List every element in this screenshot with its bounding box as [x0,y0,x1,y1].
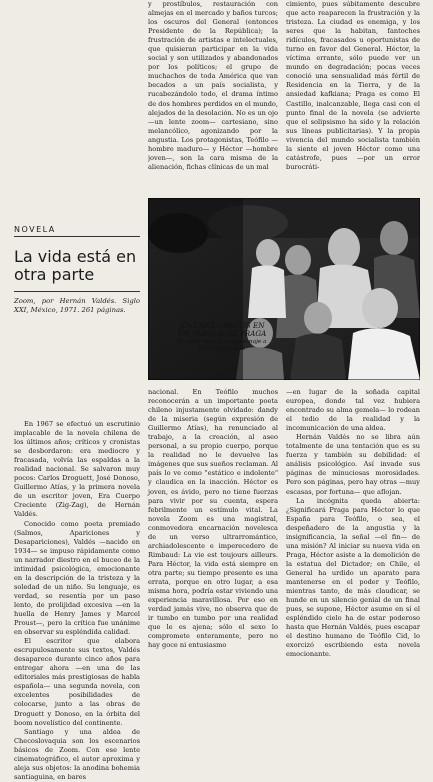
column-1-body [14,420,140,782]
book-reference-text: Zoom, por Hernán Valdés. Siglo XXI, México, 1971. 261 páginas. [14,297,140,314]
column-2-bottom [148,388,278,650]
paragraph: La incógnita queda abierta: ¿Significará Praga para Héctor lo que España para Teófilo, o sea, el despeñadero de la angustia y la insignificancia, la señal —el fin— de una misión? Al iniciar su nueva vida en Praga, Héctor asiste a la demolición de la estatua del Dictador; en Chile, el General ha urdido un aparato para mantenerse en el poder y Teófilo, mientras tanto, de más claudicar, se hunde en un silencio genial de un final pues, se supone, Héctor asume en sí el espléndido cielo ha de estar poderoso hasta que Hernán Valdés, pues escapar el destino humano de Teófilo Cid, lo exorcizó escribiendo esta novela emocionante. [286,496,420,659]
paragraph: —en lugar de la soñada capital europea, donde tal vez hubiera encontrado su alma gemela— lo rodean el tedio de la realidad y la incomunicación de una aldea. [286,388,420,433]
paragraph: El escritor que elabora escrupulosamente sus textos, Valdés desaparece durante cinco años para entregar ahora —en una de las editoriales más prestigiosas de habla española— una segunda novela, con excelentes posibilidades de colocarse, junto a las obras de Droguett y Donoso, en la órbita del boom novelístico del continente. [14,637,140,727]
paragraph: En 1967 se efectuó un escrutinio implacable de la novela chilena de los últimos años; críticos y cronistas se desbordaron: era mediocre y fracasada, volvía las espaldas a la realidad nacional. Se salvaron muy pocos: Carlos Droguett, José Donoso, Guillermo Atías, y la primera novela de un escritor joven, Era Cuerpo Creciente (Zig-Zag), de Hernán Valdés. [14,420,140,519]
book-reference [14,297,140,315]
paragraph: Conocido como poeta premiado (Salmos, Apariciones y Desapariciones), Valdés —nacido en 1934— se impuso rápidamente como un narrador diestro en el buceo de la intimidad psicológica, emocionante en la descripción de la tristeza y la soledad de un niño. Su lenguaje, es verdad, se resentía por un paso lento, de prolijidad excesiva —en la huella de Henry James y Marcel Proust—, pero la crítica fue unánime en observar su espléndida calidad. [14,519,140,637]
caption-title: JÓVENES CHECOS EN UN PARQUE DE PRAGA [177,321,267,339]
paragraph: y prostíbulos, restauración con almejas en el mercado y baños turcos; los oscuros del General (entonces Presidente de la República); la frustración de artistas e intelectuales, que quisieran participar en la vida social y son utilizados y abandonados por los políticos; el grupo de muchachos de toda América que van becados a un país socialista, y rucabezándolo todo, el drama íntimo de dos hombres perdidos en el mundo, alejados de la desolación. No es un ojo —un lente zoom— cartesiano, sino melancólico, agonizando por la angustia. Los protagonistas, Teófilo —hombre maduro— y Héctor —hombre joven—, son la cara misma de la alienación, fichas clínicas de un mal [148,0,278,171]
column-2-top [148,0,278,197]
column-3-top [286,0,420,197]
section-label: NOVELA [14,225,56,234]
divider-rule [14,291,140,292]
article-headline: La vida está en otra parte [14,247,137,284]
column-3-bottom [286,388,420,659]
paragraph: nacional. En Teófilo muchos reconocerán a un importante poeta chileno injustamente olvidado: dandy de la miseria (según expresión de Guillermo Atías), ha renunciado al trabajo, a la creación, al aseo personal, a su propio cuerpo, porque la realidad no le devuelve las imágenes que sus sueños reclaman. Al país lo ve como "estático e indolente" y claudica en la inacción. Héctor es joven, es ávido, pero no tiene fuerzas para vivir por su cuenta, espera febrilmente un estímulo vital. La novela Zoom es una magistral, conmovedora encarnación novelesca de un verso ultrarromántico, archiadolescente e imperecedero de Rimbaud: La vie est toujours ailleurs. Para Héctor, la vida está siempre en otra parte; su tiempo presente es una errata, porque en otro lugar, a esa misma hora, podría estar viviendo una experiencia maravillosa. Por eso en verdad jamás vive, no observa que de ir tumbo en tumbo por una realidad que le es ajena; sólo el sexo lo compromete enteramente, pero no hay goce ni entusiasmo [148,388,278,650]
paragraph: Santiago y una aldea de Checoslovaquia son los escenarios básicos de Zoom. Con ese lente cinematográfico, el autor aproxima y aleja sus objetos: la anodina bohemia santiaguina, en bares [14,727,140,781]
caption-subtitle: El autor lleva a su personaje a Checoslovaquia [177,338,267,352]
paragraph: cimiento, pues súbitamente descubre que acto reaparecen la frustración y la tristeza. La ciudad es enemiga, y los seres que la habitan, fantoches ridículos, fracasados u oportunistas de turno en favor del General. Héctor, la víctima errante, sólo puede ver un mundo en degradación; pocas veces conoció una sensualidad más fértil de Residencia en la Tierra, y de la ansiedad kafkiana; Praga es como El Castillo, inalcanzable, llega casi con el punto final de la novela (se advierte que el solipsismo ha sido y la relación sus líneas publicitarias). Y la propia vivencia del mundo socialista también la siente el joven Héctor como una catástrofe, pues —por un error burocráti- [286,0,420,171]
divider-rule [14,236,140,237]
paragraph: Hernán Valdés no se libra aún totalmente de una tentación que es su fuerza y también su debilidad: el análisis psicológico. Así invade sus páginas de minuciosas morosidades. Pero son páginas, pero hay otras —muy escasas, por fortuna— que aflojan. [286,433,420,496]
photo-caption [177,322,267,353]
